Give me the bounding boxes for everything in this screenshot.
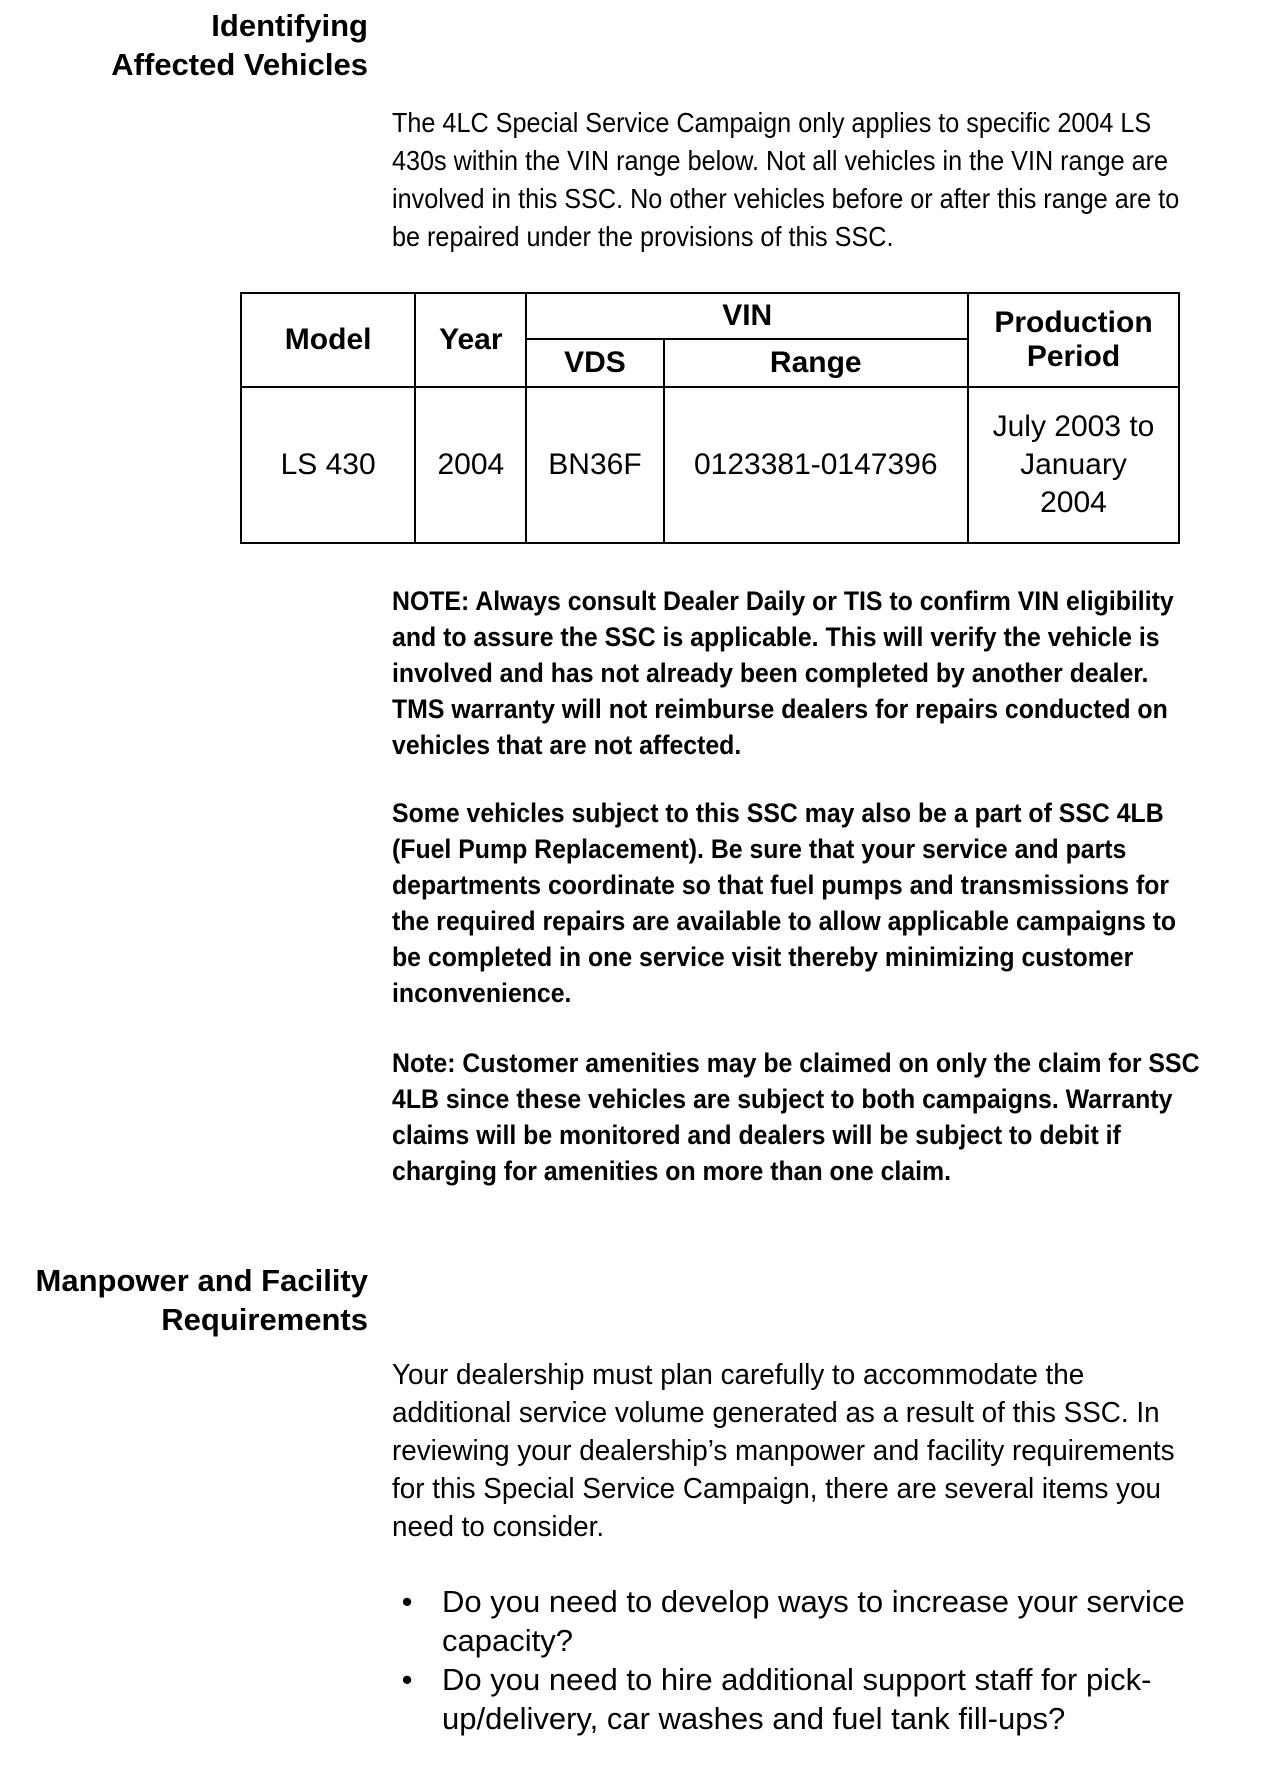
- header-period-line: Period: [1026, 340, 1121, 373]
- note-ssc-4lb: Some vehicles subject to this SSC may also be a part of SSC 4LB (Fuel Pump Replacement). Be sure that your service and parts departments coordinate so that fuel pumps and transmissions for the required repairs are available to allow applicable campaigns to be completed in one service visit thereby minimizing customer inconvenience.: [392, 798, 1177, 1008]
- manpower-paragraph: Your dealership must plan carefully to accommodate the additional service volume generated as a result of this SSC. In reviewing your dealership’s manpower and facility requirements for this Special Service Campaign, there are several items you need to consider.: [392, 1359, 1175, 1543]
- cell-model: LS 430: [241, 387, 415, 543]
- consideration-list: [392, 1582, 1242, 1738]
- section-heading-identifying: [0, 6, 368, 84]
- list-item: [392, 1660, 1242, 1738]
- header-vds: VDS: [526, 339, 663, 387]
- cell-range: 0123381-0147396: [664, 387, 968, 543]
- heading-line: Requirements: [161, 1302, 368, 1337]
- cell-production-period: [968, 387, 1179, 543]
- note-vin-eligibility: NOTE: Always consult Dealer Daily or TIS to confirm VIN eligibility and to assure the SSC is applicable. This will verify the vehicle is involved and has not already been completed by another dealer. TMS warranty will not reimburse dealers for repairs conducted on vehicles that are not affected.: [392, 586, 1174, 760]
- cell-year: 2004: [415, 387, 526, 543]
- vin-range-table: [240, 292, 1180, 544]
- list-item-text: Do you need to develop ways to increase your service capacity?: [442, 1584, 1185, 1658]
- period-line: July 2003 to: [992, 410, 1155, 443]
- heading-line: Affected Vehicles: [111, 47, 368, 82]
- section-heading-manpower: [0, 1261, 368, 1339]
- heading-line: Identifying: [211, 8, 368, 43]
- header-vin: VIN: [526, 293, 968, 339]
- period-line: January: [1020, 448, 1127, 481]
- heading-line: Manpower and Facility: [35, 1263, 368, 1298]
- bullet-icon: •: [401, 1584, 413, 1619]
- list-item-text: Do you need to hire additional support staff for pick-up/delivery, car washes and fuel tank fill-ups?: [442, 1662, 1152, 1736]
- bullet-icon: •: [401, 1662, 413, 1697]
- table-row: [241, 387, 1179, 543]
- header-production-period: [968, 293, 1179, 387]
- header-production-line: Production: [994, 306, 1153, 339]
- note-customer-amenities: Note: Customer amenities may be claimed on only the claim for SSC 4LB since these vehicles are subject to both campaigns. Warranty claims will be monitored and dealers will be subject to debit if charging for amenities on more than one claim.: [392, 1048, 1200, 1186]
- period-line: 2004: [1040, 486, 1107, 519]
- list-item: [392, 1582, 1242, 1660]
- header-range: Range: [664, 339, 968, 387]
- intro-paragraph: The 4LC Special Service Campaign only applies to specific 2004 LS 430s within the VIN range below. Not all vehicles in the VIN range are involved in this SSC. No other vehicles before or after this range are to be repaired under the provisions of this SSC.: [392, 107, 1180, 252]
- header-model: Model: [241, 293, 415, 387]
- cell-vds: BN36F: [526, 387, 663, 543]
- header-year: Year: [415, 293, 526, 387]
